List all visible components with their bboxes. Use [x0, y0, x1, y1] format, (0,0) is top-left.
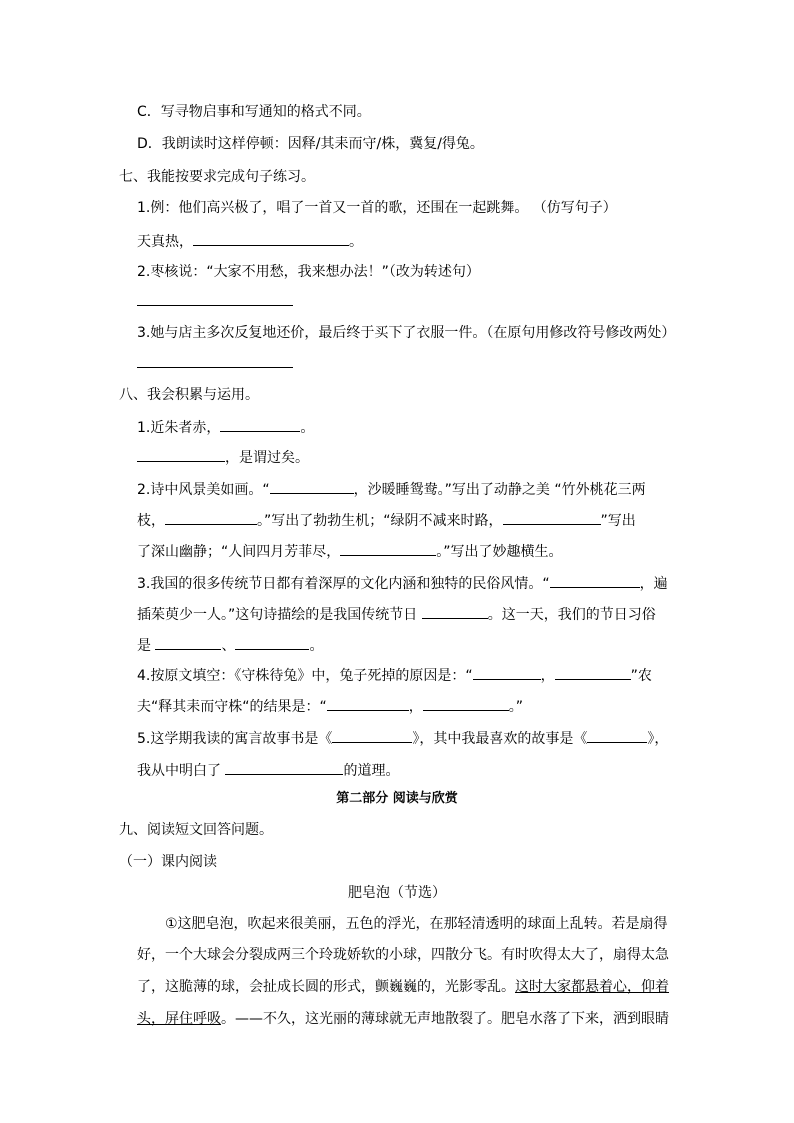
s8-q4-text: 。” [508, 699, 524, 715]
s8-q3-text: 。 [309, 638, 324, 654]
s8-q3-text: 是 [137, 638, 156, 654]
s8-q3-text: ，遍 [639, 576, 668, 592]
s8-q2-text: 枝， [137, 513, 165, 529]
section-9-heading: 九、阅读短文回答问题。 [119, 822, 273, 838]
s8-q5-text: 》， [647, 731, 669, 747]
passage-text: 了，这脆薄的球，会扯成长圆的形式，颤巍巍的，光影零乱。 [137, 979, 515, 995]
s8-q2-text: 。”写出了妙趣横生。 [436, 544, 563, 560]
part-2-heading: 第二部分 阅读与欣赏 [336, 791, 458, 806]
answer-blank[interactable] [193, 230, 349, 246]
s8-q1-line1 [137, 416, 314, 438]
answer-line[interactable] [137, 304, 293, 306]
s8-q5-line1 [137, 727, 668, 749]
s8-q3-text: 3.我国的很多传统节日都有着深厚的文化内涵和独特的民俗风情。“ [137, 576, 550, 592]
s8-q2-line2 [137, 509, 636, 531]
underlined-sentence: 这时大家都悬着心，仰着 [515, 979, 669, 995]
s8-q4-text: 夫“释其耒而守株“的结果是：“ [137, 699, 327, 715]
section-9-sub-heading: （一）课内阅读 [119, 854, 217, 870]
s7-question-1-answer [137, 230, 363, 252]
answer-blank[interactable] [155, 634, 221, 650]
passage-text: 。——不久，这光丽的薄球就无声地散裂了。肥皂水落了下来，洒到眼睛 [221, 1011, 669, 1027]
s8-q4-text: ”农 [630, 668, 652, 684]
answer-blank[interactable] [327, 695, 409, 711]
s8-q5-text: 5.这学期我读的寓言故事书是《 [137, 731, 333, 747]
s8-q5-line2 [137, 759, 399, 781]
answer-blank[interactable] [220, 416, 300, 432]
s8-q4-text: 4.按原文填空：《守株待兔》中，兔子死掉的原因是：“ [137, 668, 473, 684]
s8-q4-text: ， [540, 668, 555, 684]
s8-q4-text: ， [408, 699, 423, 715]
passage-line [137, 1009, 669, 1029]
s8-q5-text: 的道理。 [343, 763, 400, 779]
s8-q5-text: 我从中明白了 [137, 763, 226, 779]
section-7-heading: 七、我能按要求完成句子练习。 [119, 169, 315, 185]
answer-blank[interactable] [555, 664, 631, 680]
s8-q2-text: 。”写出了勃勃生机；“绿阴不减来时路， [257, 513, 503, 529]
section-8-heading: 八、我会积累与运用。 [119, 387, 259, 403]
passage-line: 好，一个大球会分裂成两三个玲珑娇软的小球，四散分飞。有时吹得太大了，扇得太急 [137, 947, 669, 963]
s8-q4-line2 [137, 695, 523, 717]
answer-blank[interactable] [332, 727, 412, 743]
passage-title: 肥皂泡（节选） [348, 885, 446, 901]
s8-q2-text: ”写出 [600, 513, 636, 529]
s7-question-2: 2.枣核说：“大家不用愁，我来想办法！”（改为转述句） [137, 264, 480, 280]
answer-blank[interactable] [423, 695, 509, 711]
s8-q1-text: 1.近朱者赤， [137, 420, 221, 436]
s8-q1-line2 [137, 446, 309, 468]
s8-q3-line1 [137, 572, 668, 594]
s7-q1-prefix: 天真热， [137, 234, 193, 250]
answer-blank[interactable] [340, 540, 436, 556]
s8-q2-text: ，沙暖睡鸳鸯。”写出了动静之美 “竹外桃花三两 [353, 482, 646, 498]
answer-blank[interactable] [550, 572, 640, 588]
underlined-sentence: 头，屏住呼吸 [137, 1011, 221, 1027]
s8-q1b-text: ，是谓过矣。 [225, 450, 309, 466]
answer-blank[interactable] [225, 759, 343, 775]
s8-q2-text: 了深山幽静；“人间四月芳菲尽， [137, 544, 341, 560]
answer-blank[interactable] [165, 509, 257, 525]
s8-q3-line3 [137, 634, 323, 656]
option-d: D．我朗读时这样停顿：因释/其耒而守/株，冀复/得兔。 [137, 136, 484, 152]
s8-q3-text: 插茱萸少一人。”这句诗描绘的是我国传统节日 [137, 607, 422, 623]
passage-line: ①这肥皂泡，吹起来很美丽，五色的浮光，在那轻清透明的球面上乱转。若是扇得 [165, 916, 668, 932]
answer-blank[interactable] [503, 509, 601, 525]
s8-q3-text: 、 [221, 638, 236, 654]
answer-blank[interactable] [422, 603, 488, 619]
answer-blank[interactable] [235, 634, 309, 650]
answer-blank[interactable] [473, 664, 541, 680]
s7-question-3: 3.她与店主多次反复地还价，最后终于买下了衣服一件。（在原句用修改符号修改两处） [137, 325, 676, 341]
answer-line[interactable] [137, 366, 293, 368]
s8-q1-end: 。 [300, 420, 315, 436]
answer-blank[interactable] [270, 478, 354, 494]
s8-q3-line2 [137, 603, 656, 625]
s8-q2-line3 [137, 540, 563, 562]
s8-q2-text: 2.诗中风景美如画。“ [137, 482, 270, 498]
answer-blank[interactable] [137, 446, 225, 462]
s8-q3-text: 。这一天，我们的节日习俗 [487, 607, 656, 623]
passage-line [137, 977, 669, 997]
s8-q5-text: 》，其中我最喜欢的故事是《 [412, 731, 588, 747]
s7-question-1: 1.例：他们高兴极了，唱了一首又一首的歌，还围在一起跳舞。 （仿写句子） [137, 200, 617, 216]
s8-q4-line1 [137, 664, 652, 686]
option-c: C．写寻物启事和写通知的格式不同。 [137, 104, 371, 120]
answer-blank[interactable] [587, 727, 647, 743]
s8-q2-line1 [137, 478, 646, 500]
s7-q1-suffix: 。 [349, 234, 363, 250]
